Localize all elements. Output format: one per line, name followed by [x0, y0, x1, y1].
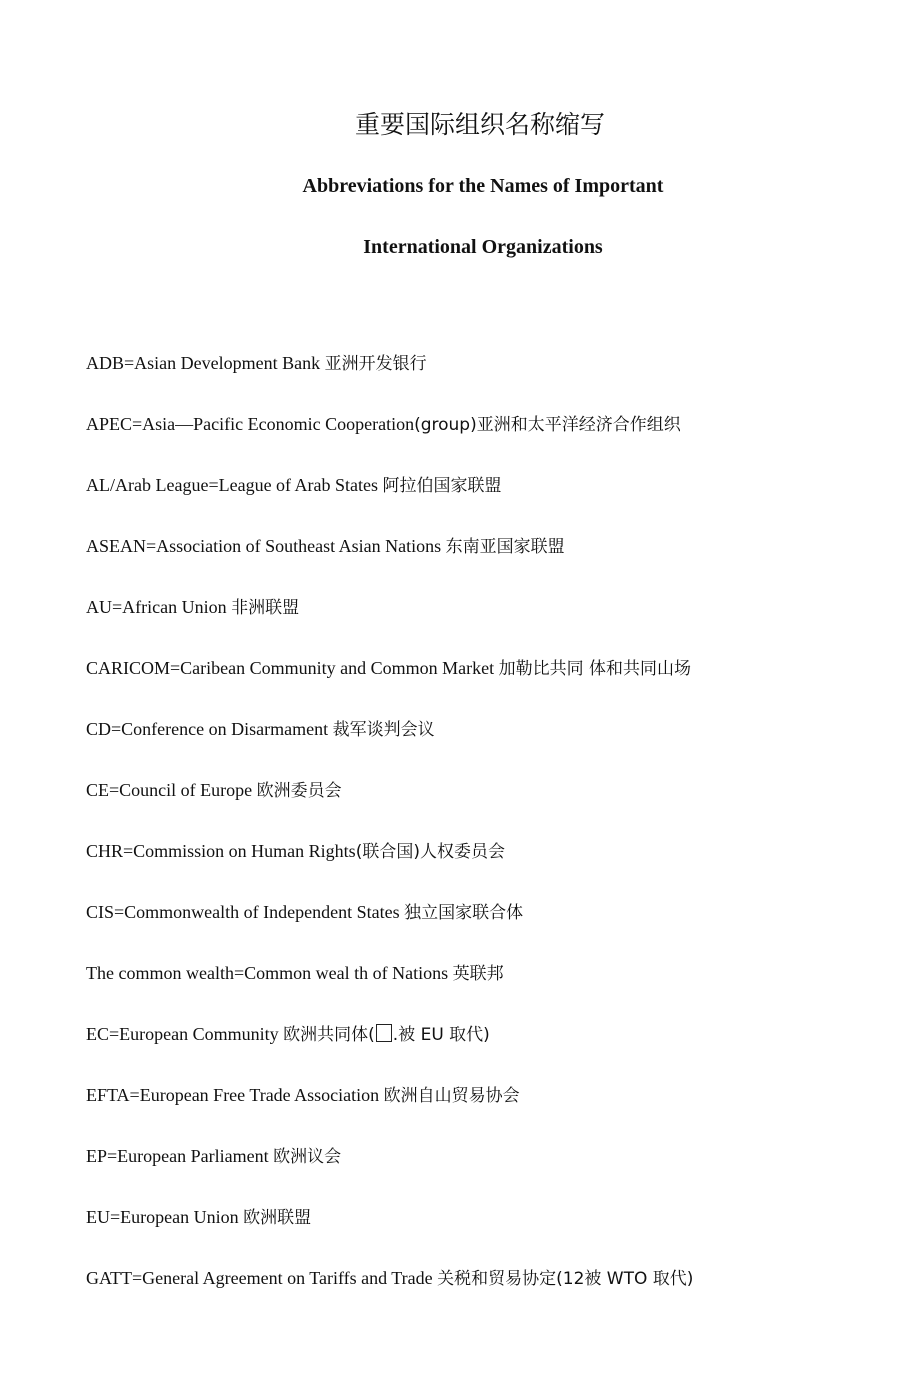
list-item	[86, 777, 886, 838]
list-item	[86, 1082, 886, 1143]
page-title-english-line-1: Abbreviations for the Names of Important	[302, 175, 664, 197]
page-title-chinese: 重要国际组织名称缩写	[354, 110, 605, 139]
entry-chinese: 亚洲开发银行	[324, 354, 427, 374]
entry-english: EP=European Parliament	[86, 1146, 274, 1166]
entry-english: The common wealth=Common weal th of Nations	[86, 963, 453, 983]
entry-chinese: 欧洲委员会	[256, 781, 342, 801]
entry-english: CIS=Commonwealth of Independent States	[86, 902, 405, 922]
entry-chinese: 欧洲自山贸易协会	[383, 1086, 520, 1106]
entry-english: AL/Arab League=League of Arab States	[86, 475, 383, 495]
list-item	[86, 472, 886, 533]
entry-chinese: 英联邦	[452, 964, 504, 984]
entry-chinese: 阿拉伯国家联盟	[382, 476, 502, 496]
entry-chinese: 欧洲联盟	[243, 1208, 312, 1228]
abbreviation-list	[86, 350, 886, 1326]
page-title-english-line-2: International Organizations	[363, 236, 603, 258]
list-item	[86, 1265, 886, 1326]
entry-chinese-prefix: 欧洲共同体(	[283, 1025, 375, 1045]
entry-english: ADB=Asian Development Bank	[86, 353, 325, 373]
entry-chinese: (联合国)人权委员会	[355, 842, 505, 862]
list-item	[86, 411, 886, 472]
entry-chinese: 非洲联盟	[231, 598, 300, 618]
list-item	[86, 655, 886, 716]
entry-chinese: 独立国家联合体	[404, 903, 524, 923]
entry-chinese: 欧洲议会	[273, 1147, 342, 1167]
entry-chinese: 东南亚国家联盟	[445, 537, 565, 557]
list-item	[86, 594, 886, 655]
list-item	[86, 838, 886, 899]
entry-chinese: 关税和贸易协定(12被 WTO 取代)	[437, 1269, 694, 1289]
entry-english: ASEAN=Association of Southeast Asian Nations	[86, 536, 446, 556]
entry-chinese: 裁军谈判会议	[332, 720, 435, 740]
entry-english: CARICOM=Caribean Community and Common Market	[86, 658, 499, 678]
list-item	[86, 350, 886, 411]
entry-english: CD=Conference on Disarmament	[86, 719, 333, 739]
list-item	[86, 1143, 886, 1204]
list-item	[86, 899, 886, 960]
list-item	[86, 1021, 886, 1082]
entry-chinese-suffix: .被 EU 取代)	[392, 1025, 490, 1045]
entry-english: CE=Council of Europe	[86, 780, 257, 800]
entry-english: EFTA=European Free Trade Association	[86, 1085, 384, 1105]
list-item	[86, 960, 886, 1021]
entry-chinese: 加勒比共同 体和共同山场	[498, 659, 692, 679]
list-item	[86, 716, 886, 777]
list-item	[86, 533, 886, 594]
entry-english: AU=African Union	[86, 597, 232, 617]
entry-english: APEC=Asia—Pacific Economic Cooperation	[86, 414, 415, 434]
entry-english: CHR=Commission on Human Rights	[86, 841, 356, 861]
list-item	[86, 1204, 886, 1265]
missing-glyph-box	[376, 1024, 392, 1042]
entry-english: EC=European Community	[86, 1024, 284, 1044]
entry-english: EU=European Union	[86, 1207, 244, 1227]
entry-english: GATT=General Agreement on Tariffs and Trade	[86, 1268, 438, 1288]
entry-chinese: (group)亚洲和太平洋经济合作组织	[414, 415, 681, 435]
